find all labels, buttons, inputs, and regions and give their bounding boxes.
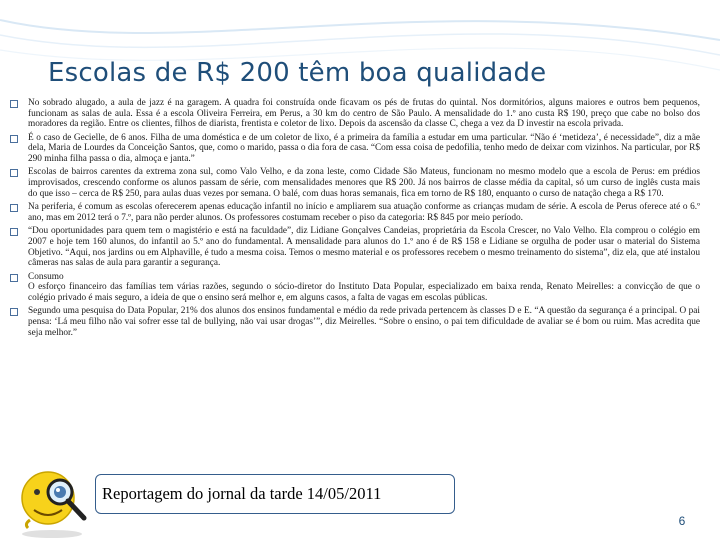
bullet-list — [10, 98, 700, 341]
checkbox-bullet-icon — [10, 169, 18, 177]
bullet-item — [10, 98, 700, 130]
bullet-item — [10, 306, 700, 338]
page-number: 6 — [678, 514, 686, 528]
bullet-text: É o caso de Gecielle, de 6 anos. Filha de uma doméstica e de um coletor de lixo, é a primeira da família a estudar em uma particular. “Não é ‘metideza’, é necessidade”, diz a mãe dela, Maria de Lourdes da Conceição Santos, que, como o marido, passa o dia fora de casa. “Com essa coisa de pedofilia, tenho medo de deixar com vizinhos. Na particular, por R$ 290 minha filha passa o dia, almoça e janta.” — [28, 132, 700, 165]
bullet-text — [28, 272, 700, 304]
bullet-text: “Dou oportunidades para quem tem o magistério e está na faculdade”, diz Lidiane Gonçalves Candeias, proprietária da Escola Crescer, no Valo Velho. Ela comprou o colégio em 2007 e hoje tem 160 alunos, do infantil ao 5.º ano do fundamental. A mensalidade para alunos do 1.º ano é de R$ 158 e Lidiane se orgulha de poder usar o material do Sistema Objetivo. “Aqui, nos jardins ou em Alphaville, é tudo a mesma coisa. Temos o mesmo material e os professores recebem o mesmo treinamento do sistema”, diz ela, que até instalou câmeras nas salas de aula para garantir a segurança. — [28, 226, 700, 269]
bullet-text: Segundo uma pesquisa do Data Popular, 21% dos alunos dos ensinos fundamental e médio da rede privada pertencem às classes D e E. “A questão da segurança é a principal. O pai pensa: ‘Lá meu filho não vai sofrer esse tal de bullying, não vai usar drogas’”, diz Meirelles. “Sobre o ensino, o pai tem dificuldade de avaliar se é bom ou ruim. Mas acredita que seja melhor.” — [28, 306, 700, 338]
bullet-item — [10, 226, 700, 269]
checkbox-bullet-icon — [10, 204, 18, 212]
bullet-heading: Consumo — [28, 271, 64, 282]
bullet-subtext: O esforço financeiro das famílias tem várias razões, segundo o sócio-diretor do Instituto Data Popular, especializado em baixa renda, Renato Meirelles: a convicção de que o colégio privado é mais seguro, a ideia de que o ensino será melhor e, em alguns casos, a falta de vagas em escolas públicas. — [28, 282, 700, 303]
bullet-text: No sobrado alugado, a aula de jazz é na garagem. A quadra foi construída onde ficavam os pés de frutas do quintal. Nos dormitórios, alguns maiores e outros bem pequenos, funcionam as salas de aula. Essa é a escola Oliveira Ferreira, em Perus, a 30 km do centro de São Paulo. A mensalidade do 1.º ano custa R$ 190, preço que cabe no bolso dos moradores da região. Entre os clientes, filhos de diarista, frentista e coletor de lixo. Depois da ascensão da classe C, chega a vez da D investir na escola privada. — [28, 98, 700, 130]
checkbox-bullet-icon — [10, 228, 18, 236]
bullet-item — [10, 167, 700, 199]
report-caption: Reportagem do jornal da tarde 14/05/2011 — [95, 474, 455, 514]
checkbox-bullet-icon — [10, 274, 18, 282]
bullet-item — [10, 202, 700, 223]
bullet-item — [10, 133, 700, 165]
checkbox-bullet-icon — [10, 100, 18, 108]
checkbox-bullet-icon — [10, 308, 18, 316]
bullet-text: Na periferia, é comum as escolas oferecerem apenas educação infantil no início e ampliarem sua atuação conforme as crianças mudam de série. A escola de Perus oferece até o 6.º ano, mas em 2012 terá o 7.º, para não perder alunos. Os professores costumam receber o piso da categoria: R$ 845 por meio período. — [28, 202, 700, 223]
bullet-text: Escolas de bairros carentes da extrema zona sul, como Valo Velho, e da zona leste, como Cidade São Mateus, funcionam no mesmo modelo que a escola de Perus: em prédios improvisados, crescendo conforme os alunos passam de série, com mensalidades menores que R$ 200. Já nos bairros de classe média da capital, só um curso de inglês custa mais do que isso – cerca de R$ 250, para aulas duas vezes por semana. O balé, com duas horas semanais, fica em torno de R$ 180, enquanto o curso de natação chega a R$ 170. — [28, 167, 700, 199]
slide-title: Escolas de R$ 200 têm boa qualidade — [48, 58, 547, 88]
bullet-item — [10, 272, 700, 304]
checkbox-bullet-icon — [10, 135, 18, 143]
